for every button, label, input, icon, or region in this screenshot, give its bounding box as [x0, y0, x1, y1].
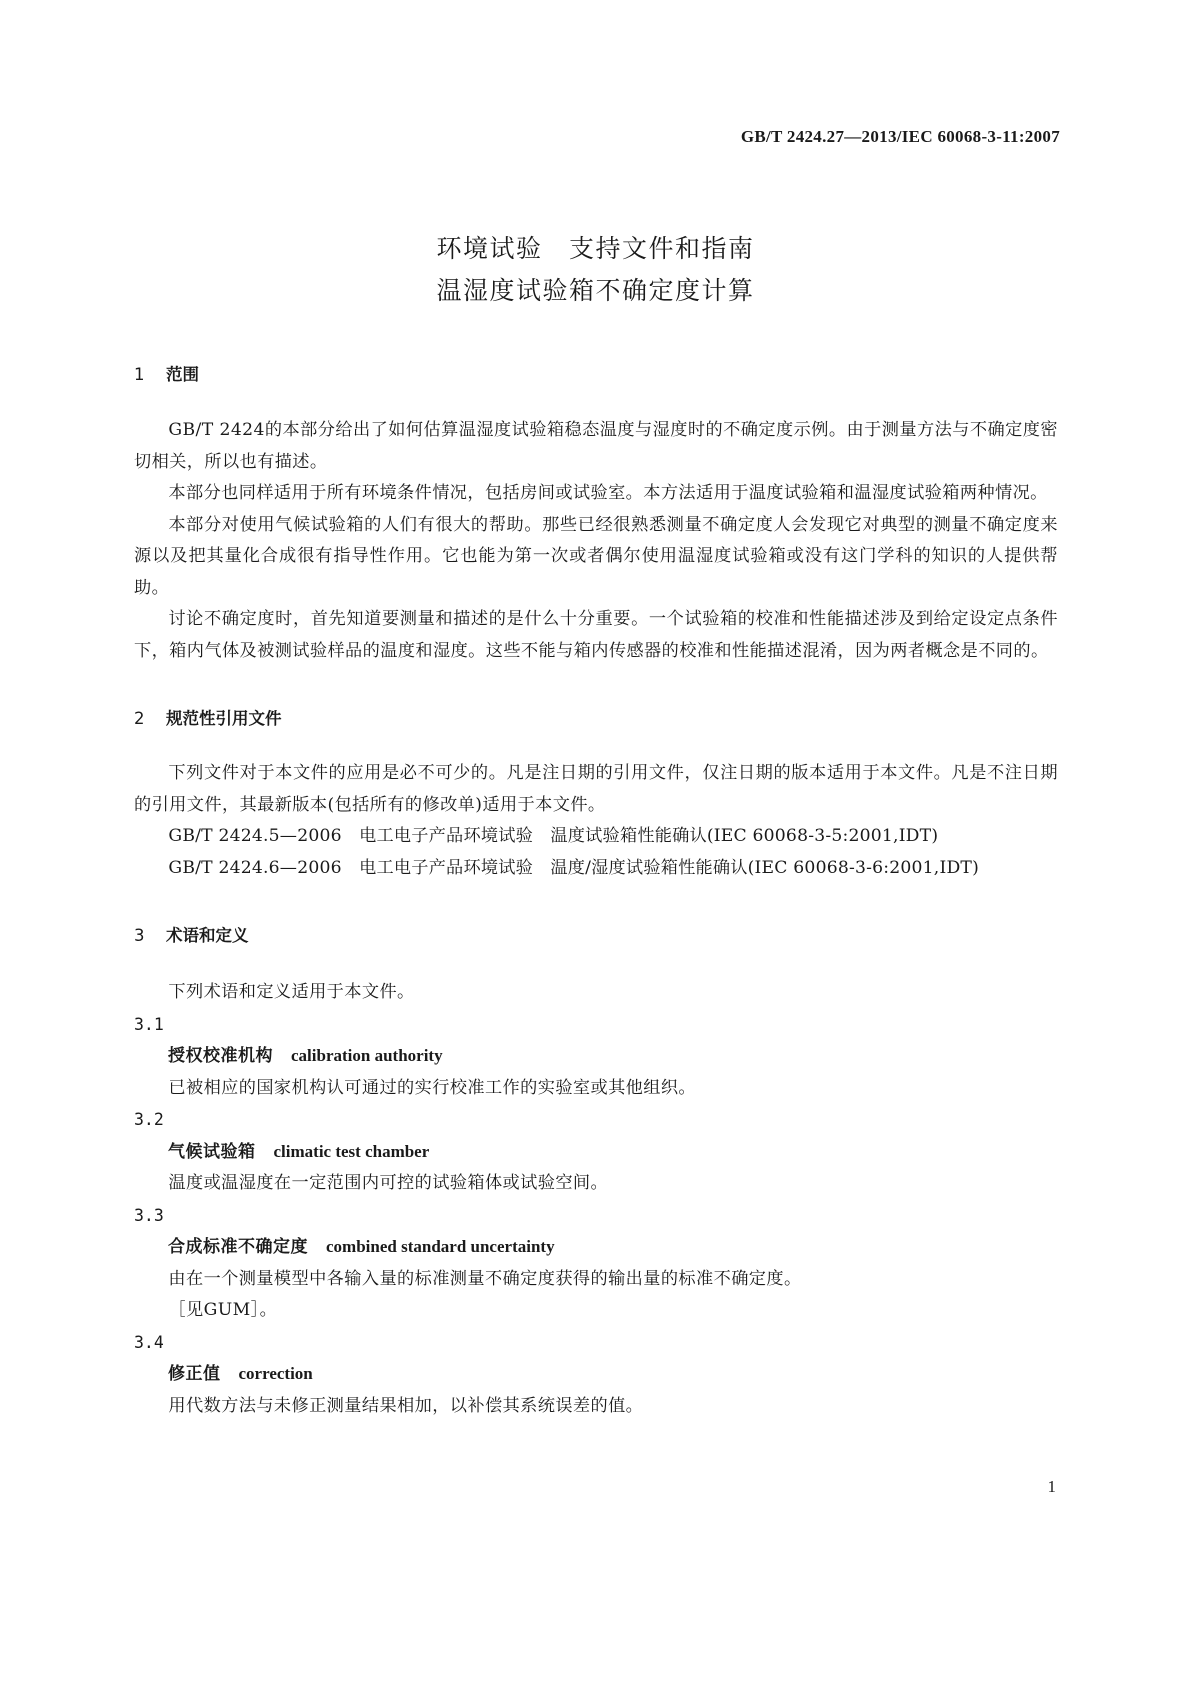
paragraph: GB/T 2424的本部分给出了如何估算温湿度试验箱稳态温度与湿度时的不确定度示例。由于测量方法与不确定度密切相关，所以也有描述。: [134, 420, 1058, 472]
term-number: 3.2: [134, 1110, 164, 1129]
term-definition: 已被相应的国家机构认可通过的实行校准工作的实验室或其他组织。: [168, 1077, 697, 1098]
term-chinese: 合成标准不确定度: [168, 1237, 308, 1257]
section-1-heading: [134, 362, 1058, 388]
term-definition: 用代数方法与未修正测量结果相加，以补偿其系统误差的值。: [168, 1395, 644, 1416]
paragraph: 下列文件对于本文件的应用是必不可少的。凡是注日期的引用文件，仅注日期的版本适用于本文件。凡是不注日期的引用文件，其最新版本(包括所有的修改单)适用于本文件。: [134, 763, 1058, 815]
section-3-heading: [134, 923, 1058, 949]
term-definition: 温度或温湿度在一定范围内可控的试验箱体或试验空间。: [168, 1173, 609, 1193]
section-number: 2: [134, 709, 145, 728]
term-entry: [134, 1358, 1058, 1391]
term-chinese: 气候试验箱: [168, 1141, 256, 1162]
section-number: 1: [134, 365, 145, 384]
term-definition: 由在一个测量模型中各输入量的标准测量不确定度获得的输出量的标准不确定度。: [168, 1268, 802, 1289]
document-body: [134, 362, 1058, 1422]
term-english: correction: [238, 1364, 313, 1383]
section-title: 术语和定义: [166, 926, 249, 945]
paragraph: 讨论不确定度时，首先知道要测量和描述的是什么十分重要。一个试验箱的校准和性能描述涉及到给定设定点条件下，箱内气体及被测试验样品的温度和湿度。这些不能与箱内传感器的校准和性能描述混淆，因为两者概念是不同的。: [134, 609, 1058, 661]
reference-item: GB/T 2424.6—2006 电工电子产品环境试验 温度/湿度试验箱性能确认(IEC 60068-3-6:2001,IDT): [168, 857, 979, 878]
page-number: 1: [1047, 1477, 1056, 1496]
term-entry: [134, 1136, 1058, 1169]
section-number: 3: [134, 926, 145, 945]
paragraph: 下列术语和定义适用于本文件。: [168, 982, 415, 1002]
standard-code: GB/T 2424.27—2013/IEC 60068-3-11:2007: [740, 127, 1060, 146]
section-2-heading: [134, 706, 1058, 732]
term-chinese: 授权校准机构: [168, 1046, 273, 1066]
section-title: 规范性引用文件: [166, 709, 282, 728]
document-title: [0, 228, 1191, 312]
section-title: 范围: [166, 365, 199, 384]
title-line-1: 环境试验 支持文件和指南: [436, 234, 755, 263]
term-english: calibration authority: [291, 1046, 443, 1065]
term-chinese: 修正值: [168, 1364, 221, 1384]
paragraph: 本部分对使用气候试验箱的人们有很大的帮助。那些已经很熟悉测量不确定度人会发现它对典型的测量不确定度来源以及把其量化合成很有指导性作用。它也能为第一次或者偶尔使用温湿度试验箱或没有这门学科的知识的人提供帮助。: [134, 514, 1058, 598]
term-number: 3.4: [134, 1332, 164, 1352]
paragraph: 本部分也同样适用于所有环境条件情况，包括房间或试验室。本方法适用于温度试验箱和温湿度试验箱两种情况。: [168, 483, 1048, 503]
term-entry: [134, 1040, 1058, 1073]
term-english: combined standard uncertainty: [326, 1237, 555, 1256]
term-entry: [134, 1231, 1058, 1264]
term-number: 3.1: [134, 1014, 164, 1034]
term-note: ［见GUM］。: [168, 1300, 278, 1320]
term-english: climatic test chamber: [273, 1141, 430, 1161]
term-number: 3.3: [134, 1205, 164, 1225]
reference-item: GB/T 2424.5—2006 电工电子产品环境试验 温度试验箱性能确认(IEC 60068-3-5:2001,IDT): [168, 826, 939, 846]
title-line-2: 温湿度试验箱不确定度计算: [436, 276, 755, 305]
